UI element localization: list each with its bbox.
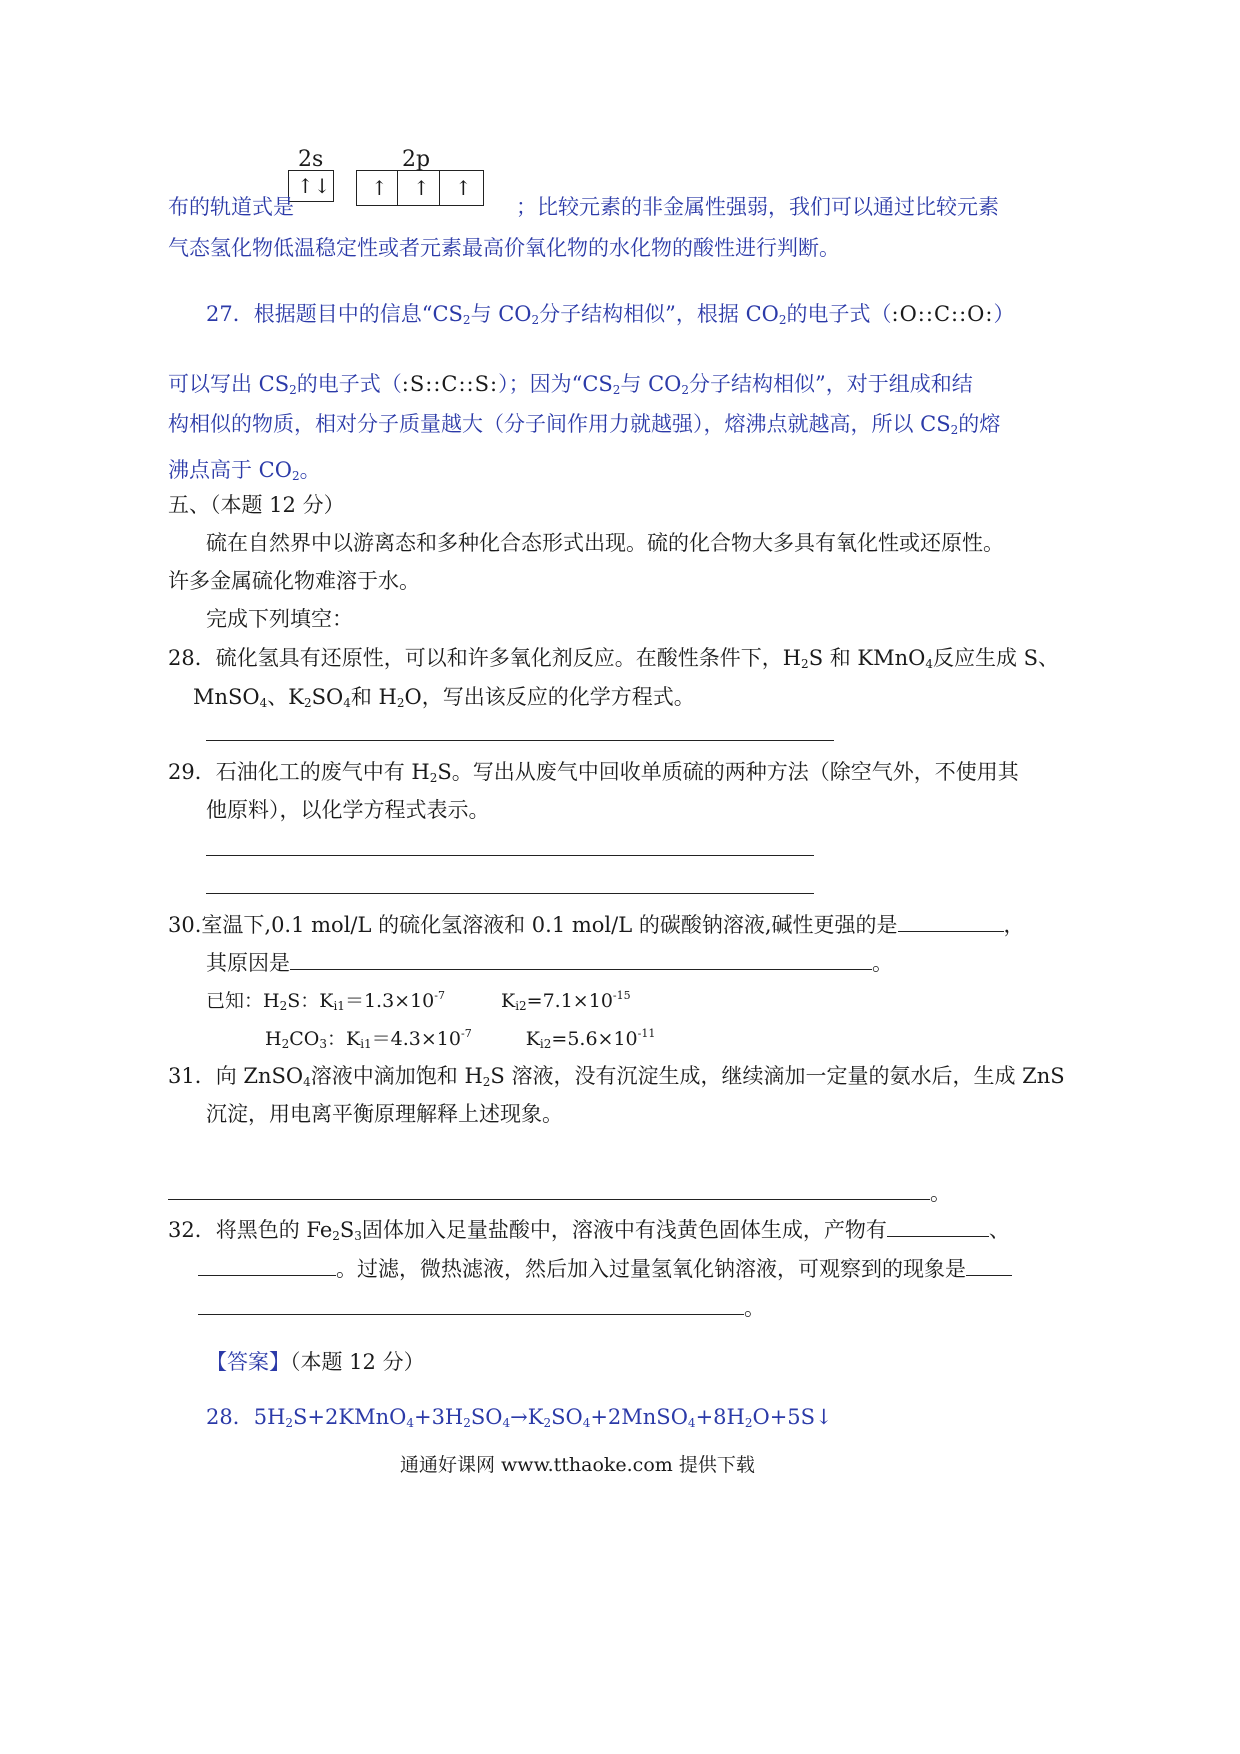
q32-line2: 。过滤，微热滤液，然后加入过量氢氧化钠溶液，可观察到的现象是 bbox=[198, 1253, 1012, 1284]
answer27-line1: 27．根据题目中的信息“$CS_2$与 $CO_2$分子结构相似”，根据 $CO_2$的电子式（:O::C::O:） bbox=[206, 302, 1015, 327]
q31-line2: 沉淀，用电离平衡原理解释上述现象。 bbox=[206, 1102, 563, 1126]
answer-heading bbox=[206, 1347, 425, 1377]
answer27-line4: 沸点高于 $CO_2$。 bbox=[168, 458, 321, 483]
q32-line1: 32．将黑色的 $Fe_2S_3$固体加入足量盐酸中，溶液中有浅黄色固体生成，产物有 、 bbox=[168, 1214, 1010, 1245]
q30-line2: 其原因是 。 bbox=[206, 947, 893, 978]
orbital-2s-label: 2s bbox=[298, 147, 324, 172]
orbital-2s-arrows: ↑↓ bbox=[297, 174, 331, 198]
q29-answer-line-1[interactable] bbox=[206, 855, 814, 856]
q31-blank[interactable] bbox=[168, 1177, 930, 1200]
q29-line1: 29．石油化工的废气中有 $H_2S$。写出从废气中回收单质硫的两种方法（除空气外，不使用其 bbox=[168, 760, 1019, 785]
answer26-line1: 布的轨道式是 ；比较元素的非金属性强弱，我们可以通过比较元素 bbox=[168, 195, 999, 219]
orbital-2p-arrow-2: ↑ bbox=[413, 176, 430, 200]
q28-line1: 28．硫化氢具有还原性，可以和许多氧化剂反应。在酸性条件下，$H_2S$ 和 KMnO$_4$反应生成 S、 bbox=[168, 646, 1060, 671]
q30-known-h2s: 已知：$H_2S$：$K_{i1}=1.3\times 10^{-7}$ $K_{i2}=7.1\times 10^{-15}$ bbox=[206, 989, 631, 1013]
q32-blank-4[interactable] bbox=[198, 1292, 744, 1315]
q28-answer-line[interactable] bbox=[206, 740, 834, 741]
q31-line1: 31．向 ZnSO$_4$溶液中滴加饱和 $H_2S$ 溶液，没有沉淀生成，继续滴加一定量的氨水后，生成 ZnS bbox=[168, 1064, 1065, 1089]
orbital-2p-arrow-3: ↑ bbox=[455, 176, 472, 200]
section5-heading: 五、（本题 12 分） bbox=[168, 493, 345, 517]
co2-electron-formula: :O::C::O: bbox=[891, 302, 994, 326]
answer28-equation: 28．$5H_2S+2KMnO_4+3H_2SO_4\to K_2SO_4+2MnSO_4+8H_2O+5S↓$ bbox=[206, 1405, 833, 1430]
answer27-line2: 可以写出 $CS_2$的电子式（:S::C::S:）；因为“$CS_2$与 $CO_2$分子结构相似”，对于组成和结 bbox=[168, 372, 973, 397]
page-footer: 通通好课网 www.tthaoke.com 提供下载 bbox=[400, 1454, 755, 1476]
q30-blank-2[interactable] bbox=[290, 947, 872, 970]
q30-blank-1[interactable] bbox=[898, 909, 1004, 932]
q29-answer-line-2[interactable] bbox=[206, 893, 814, 894]
q30-line1: 30.室温下,0.1 mol/L 的硫化氢溶液和 0.1 mol/L 的碳酸钠溶液,碱性更强的是 ， bbox=[168, 909, 1025, 940]
answer-label: 【答案】 bbox=[206, 1350, 290, 1374]
answer26-line2: 气态氢化物低温稳定性或者元素最高价氧化物的水化物的酸性进行判断。 bbox=[168, 236, 840, 260]
cs2-electron-formula: :S::C::S: bbox=[401, 372, 499, 396]
answer27-line3: 构相似的物质，相对分子质量越大（分子间作用力就越强），熔沸点就越高，所以 $CS_2$的熔 bbox=[168, 412, 1001, 437]
q32-blank-1[interactable] bbox=[887, 1214, 989, 1237]
section5-intro-line2: 许多金属硫化物难溶于水。 bbox=[168, 569, 420, 593]
answer-score: （本题 12 分） bbox=[290, 1350, 425, 1374]
q32-blank-3[interactable] bbox=[966, 1253, 1012, 1276]
q32-line3: 。 bbox=[198, 1292, 765, 1323]
q32-blank-2[interactable] bbox=[198, 1253, 336, 1276]
q28-line2: MnSO$_4$、$K_2SO_4$和 $H_2O$，写出该反应的化学方程式。 bbox=[193, 685, 695, 710]
q31-answer-line: 。 bbox=[168, 1177, 951, 1208]
section5-instruction: 完成下列填空： bbox=[206, 607, 353, 631]
q30-known-h2co3: $H_2CO_3$：$K_{i1}=4.3\times 10^{-7}$ $K_{i2}=5.6\times 10^{-11}$ bbox=[265, 1027, 656, 1051]
section5-intro-line1: 硫在自然界中以游离态和多种化合态形式出现。硫的化合物大多具有氧化性或还原性。 bbox=[206, 531, 1004, 555]
orbital-2p-label: 2p bbox=[402, 147, 431, 172]
q29-line2: 他原料），以化学方程式表示。 bbox=[206, 798, 490, 822]
orbital-2p-arrow-1: ↑ bbox=[371, 176, 388, 200]
